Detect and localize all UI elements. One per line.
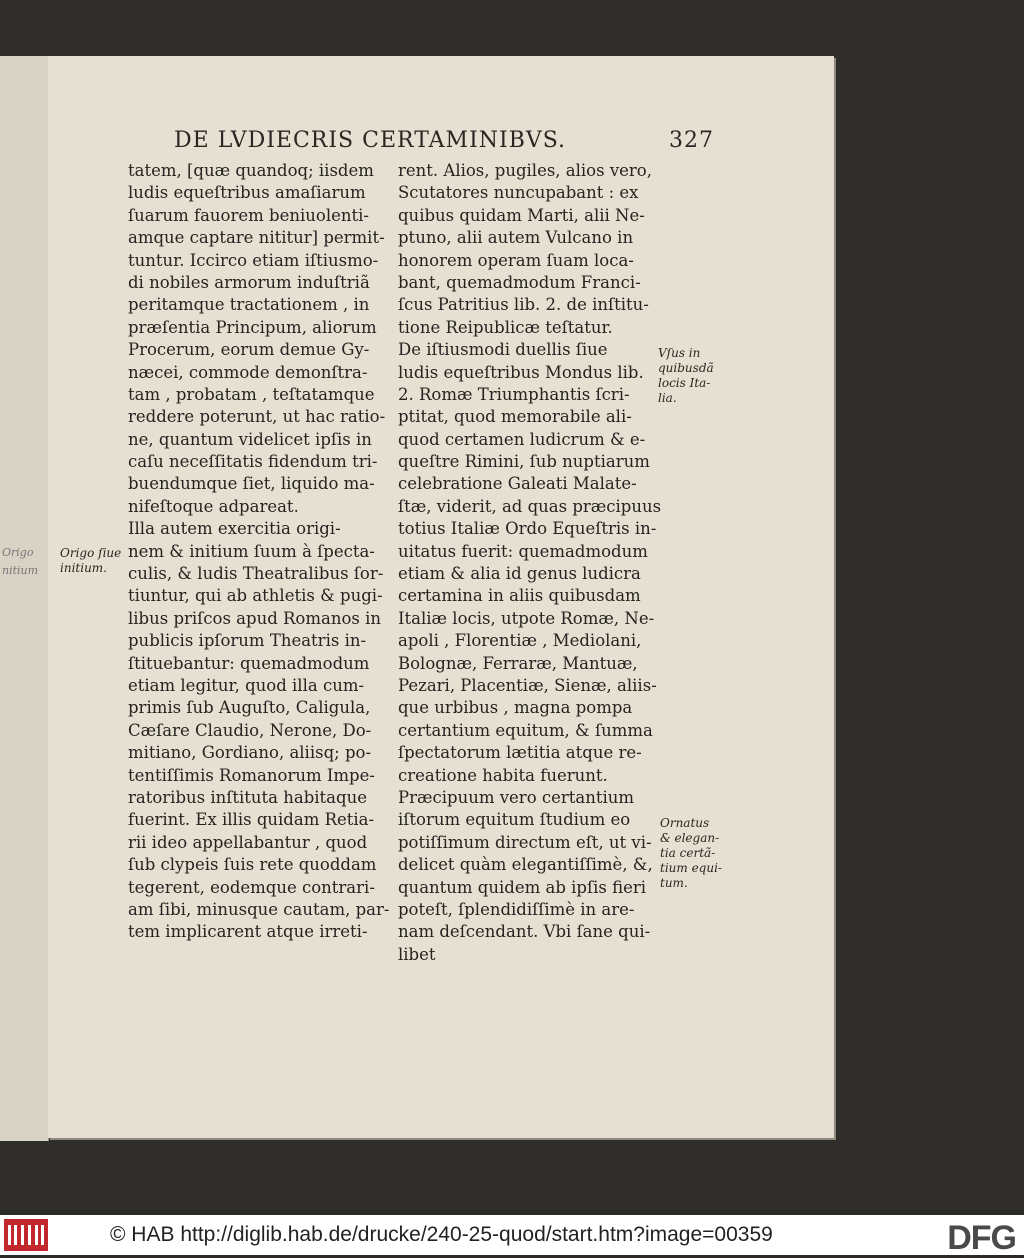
text-line: ſtituebantur: quemadmodum: [128, 653, 370, 673]
text-line: que urbibus , magna pompa: [398, 698, 633, 718]
running-title: DE LVDIECRIS CERTAMINIBVS.: [174, 128, 567, 153]
text-line: delicet quàm elegantiſſimè, &,: [398, 855, 653, 875]
text-line: publicis ipſorum Theatris in-: [128, 631, 367, 651]
margin-note-line: tia certã-: [660, 846, 716, 860]
text-line: iſtorum equitum ſtudium eo: [398, 810, 631, 830]
text-line: tam , probatam , teſtatamque: [128, 384, 375, 404]
margin-note-ornatus: [660, 816, 722, 891]
text-line: ſuarum fauorem beniuolenti-: [128, 205, 369, 225]
text-line: peritamque tractationem , in: [128, 295, 370, 315]
text-line: nifeſtoque adpareat.: [128, 496, 299, 516]
text-line: rent. Alios, pugiles, alios vero,: [398, 161, 652, 180]
text-line: nam deſcendant. Vbi ſane qui-: [398, 922, 651, 942]
text-line: ſcus Patritius lib. 2. de inſtitu-: [398, 295, 649, 315]
text-line: quantum quidem ab ipſis fieri: [398, 877, 646, 897]
text-line: Scutatores nuncupabant : ex: [398, 183, 639, 203]
text-line: ſtæ, viderit, ad quas præcipuus: [398, 496, 662, 516]
left-page-edge: [0, 56, 49, 1141]
margin-note-line: & elegan-: [660, 831, 720, 845]
dfg-logo: DFG: [947, 1219, 1016, 1257]
text-line: tuntur. Iccirco etiam iſtiusmo-: [128, 250, 379, 270]
text-line: rii ideo appellabantur , quod: [128, 832, 368, 852]
text-line: poteſt, ſplendidiſſimè in are-: [398, 899, 635, 919]
text-line: tentiſſimis Romanorum Impe-: [128, 765, 375, 785]
text-line: quibus quidam Marti, alii Ne-: [398, 205, 645, 225]
text-line: di nobiles armorum induſtriã: [128, 272, 370, 292]
text-line: ludis equeſtribus amaſiarum: [128, 183, 366, 203]
text-line: præſentia Principum, aliorum: [128, 317, 377, 337]
text-line: celebratione Galeati Malate-: [398, 474, 637, 494]
text-line: caſu neceſſitatis fidendum tri-: [128, 452, 378, 472]
text-line: libet: [398, 944, 436, 964]
footer-credit-link[interactable]: © HAB http://diglib.hab.de/drucke/240-25-quod/start.htm?image=00359: [110, 1223, 773, 1246]
text-line: ne, quantum videlicet ipſis in: [128, 429, 372, 449]
footer-bar: [0, 1215, 1024, 1255]
text-line: amque captare nititur] permit-: [128, 228, 385, 248]
text-line: uitatus fuerit: quemadmodum: [398, 541, 648, 561]
text-line: fuerint. Ex illis quidam Retia-: [128, 810, 375, 830]
page-number: 327: [669, 128, 714, 153]
margin-note-line: Origo ſiue: [60, 546, 122, 560]
margin-note-line: lia.: [658, 391, 677, 405]
text-line: Præcipuum vero certantium: [398, 787, 635, 807]
text-line: 2. Romæ Triumphantis ſcri-: [398, 384, 630, 404]
text-line: Procerum, eorum demue Gy-: [128, 340, 370, 360]
text-line: certantium equitum, & ſumma: [398, 720, 653, 740]
text-line: Pezari, Placentiæ, Sienæ, aliis-: [398, 675, 657, 695]
hab-logo-icon: [4, 1219, 48, 1251]
left-page-fragment: Origo: [2, 546, 34, 559]
text-line: ludis equeſtribus Mondus lib.: [398, 362, 644, 382]
margin-note-origo: [60, 546, 121, 576]
text-line: tione Reipublicæ teſtatur.: [398, 317, 613, 337]
running-head: [174, 128, 714, 153]
text-line: apoli , Florentiæ , Mediolani,: [398, 631, 642, 651]
text-column-right: [398, 160, 662, 966]
text-line: Cæſare Claudio, Nerone, Do-: [128, 720, 372, 740]
text-line: næcei, commode demonſtra-: [128, 362, 368, 382]
text-line: honorem operam ſuam loca-: [398, 250, 634, 270]
book-page: [48, 56, 834, 1138]
text-line: nem & initium ſuum à ſpecta-: [128, 541, 375, 561]
text-line: De iſtiusmodi duellis ſiue: [398, 340, 608, 360]
text-column-left: [128, 160, 394, 944]
text-line: etiam legitur, quod illa cum-: [128, 675, 365, 695]
text-line: mitiano, Gordiano, aliisq; po-: [128, 743, 372, 763]
text-line: quod certamen ludicrum & e-: [398, 429, 646, 449]
text-line: Italiæ locis, utpote Romæ, Ne-: [398, 608, 655, 628]
text-line: certamina in aliis quibusdam: [398, 586, 641, 606]
text-line: tatem, [quæ quandoq; iisdem: [128, 161, 374, 180]
text-line: ptitat, quod memorabile ali-: [398, 407, 632, 427]
margin-note-line: quibusdã: [658, 361, 714, 375]
margin-note-line: Ornatus: [660, 816, 710, 830]
margin-note-line: tum.: [660, 876, 688, 890]
text-line: totius Italiæ Ordo Equeſtris in-: [398, 519, 657, 539]
text-line: libus priſcos apud Romanos in: [128, 608, 382, 628]
text-line: buendumque ſiet, liquido ma-: [128, 474, 375, 494]
text-line: Illa autem exercitia origi-: [128, 519, 341, 539]
text-line: potiſſimum directum eſt, ut vi-: [398, 832, 652, 852]
text-line: etiam & alia id genus ludicra: [398, 564, 641, 584]
text-line: culis, & ludis Theatralibus ſor-: [128, 564, 384, 584]
margin-note-line: Vſus in: [658, 346, 701, 360]
text-line: ſpectatorum lætitia atque re-: [398, 743, 642, 763]
text-line: Bolognæ, Ferraræ, Mantuæ,: [398, 653, 638, 673]
text-line: tem implicarent atque irreti-: [128, 922, 368, 942]
margin-note-line: tium equi-: [660, 861, 722, 875]
text-line: primis ſub Auguſto, Caligula,: [128, 698, 371, 718]
margin-note-vsus: [658, 346, 714, 406]
text-line: ſub clypeis ſuis rete quoddam: [128, 855, 377, 875]
text-line: creatione habita fuerunt.: [398, 765, 608, 785]
margin-note-line: locis Ita-: [658, 376, 711, 390]
text-line: queſtre Rimini, ſub nuptiarum: [398, 452, 650, 472]
text-line: reddere poterunt, ut hac ratio-: [128, 407, 386, 427]
margin-note-line: initium.: [60, 561, 107, 575]
text-line: tiuntur, qui ab athletis & pugi-: [128, 586, 383, 606]
text-line: am ſibi, minusque cautam, par-: [128, 899, 390, 919]
text-line: tegerent, eodemque contrari-: [128, 877, 375, 897]
text-line: bant, quemadmodum Franci-: [398, 272, 641, 292]
text-line: ptuno, alii autem Vulcano in: [398, 228, 634, 248]
left-page-fragment: nitium: [2, 564, 39, 577]
text-line: ratoribus inſtituta habitaque: [128, 787, 367, 807]
